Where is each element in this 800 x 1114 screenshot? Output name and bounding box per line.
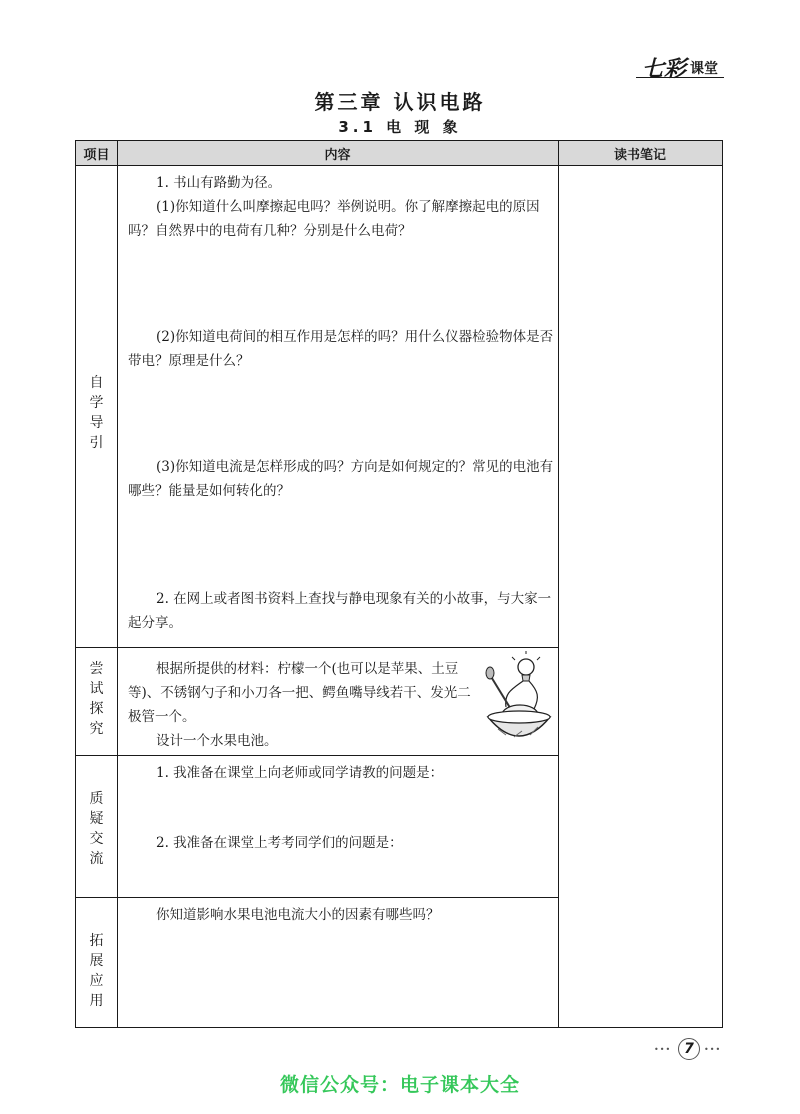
column-divider (117, 141, 118, 1027)
row-label-explore: 尝 试 探 究 (89, 661, 104, 737)
brand-logo (636, 50, 726, 80)
header-item: 项目 (83, 148, 110, 163)
brand-main-text: 七彩 (642, 56, 687, 82)
row-label-self-study: 自 学 导 引 (89, 375, 104, 451)
row-label-apply: 拓 展 应 用 (89, 933, 104, 1009)
watermark-text: 微信公众号：电子课本大全 (279, 1074, 520, 1096)
explore-paragraph: 设计一个水果电池。 (156, 733, 278, 749)
page-number-badge (652, 1038, 726, 1060)
apply-paragraph: 你知道影响水果电池电流大小的因素有哪些吗？ (156, 907, 440, 923)
header-content: 内容 (324, 148, 351, 163)
self-study-paragraph: (1)你知道什么叫摩擦起电吗？举例说明。你了解摩擦起电的原因吗？自然界中的电荷有几种？分别是什么电荷？ (128, 199, 540, 239)
explore-paragraph: 根据所提供的材料：柠檬一个(也可以是苹果、土豆等)、不锈钢勺子和小刀各一把、鳄鱼嘴导线若干、发光二极管一个。 (128, 661, 471, 725)
self-study-paragraph: (2)你知道电荷间的相互作用是怎样的吗？用什么仪器检验物体是否带电？原理是什么？ (128, 329, 554, 369)
self-study-paragraph: (3)你知道电流是怎样形成的吗？方向是如何规定的？常见的电池有哪些？能量是如何转化的？ (128, 459, 554, 499)
row-divider (76, 647, 558, 648)
page-dots-right: ••• (704, 1045, 722, 1054)
self-study-paragraph: 2. 在网上或者图书资料上查找与静电现象有关的小故事，与大家一起分享。 (128, 591, 552, 631)
study-table (75, 140, 723, 1028)
column-divider (558, 141, 559, 1027)
page-dots-left: ••• (654, 1045, 672, 1054)
row-label-question: 质 疑 交 流 (89, 791, 104, 867)
fruit-battery-illustration (484, 651, 554, 749)
self-study-paragraph: 1. 书山有路勤为径。 (156, 175, 282, 191)
question-paragraph: 2. 我准备在课堂上考考同学们的问题是： (156, 835, 403, 851)
question-paragraph: 1. 我准备在课堂上向老师或同学请教的问题是： (156, 765, 444, 781)
row-divider (76, 165, 722, 166)
row-divider (76, 897, 558, 898)
header-notes: 读书笔记 (613, 148, 666, 163)
row-divider (76, 755, 558, 756)
brand-underline (636, 77, 724, 78)
page-number: 7 (678, 1038, 700, 1060)
section-title: 3.1 电 现 象 (338, 118, 462, 136)
brand-sub-text: 课堂 (690, 61, 718, 77)
chapter-title: 第三章 认识电路 (314, 90, 486, 114)
